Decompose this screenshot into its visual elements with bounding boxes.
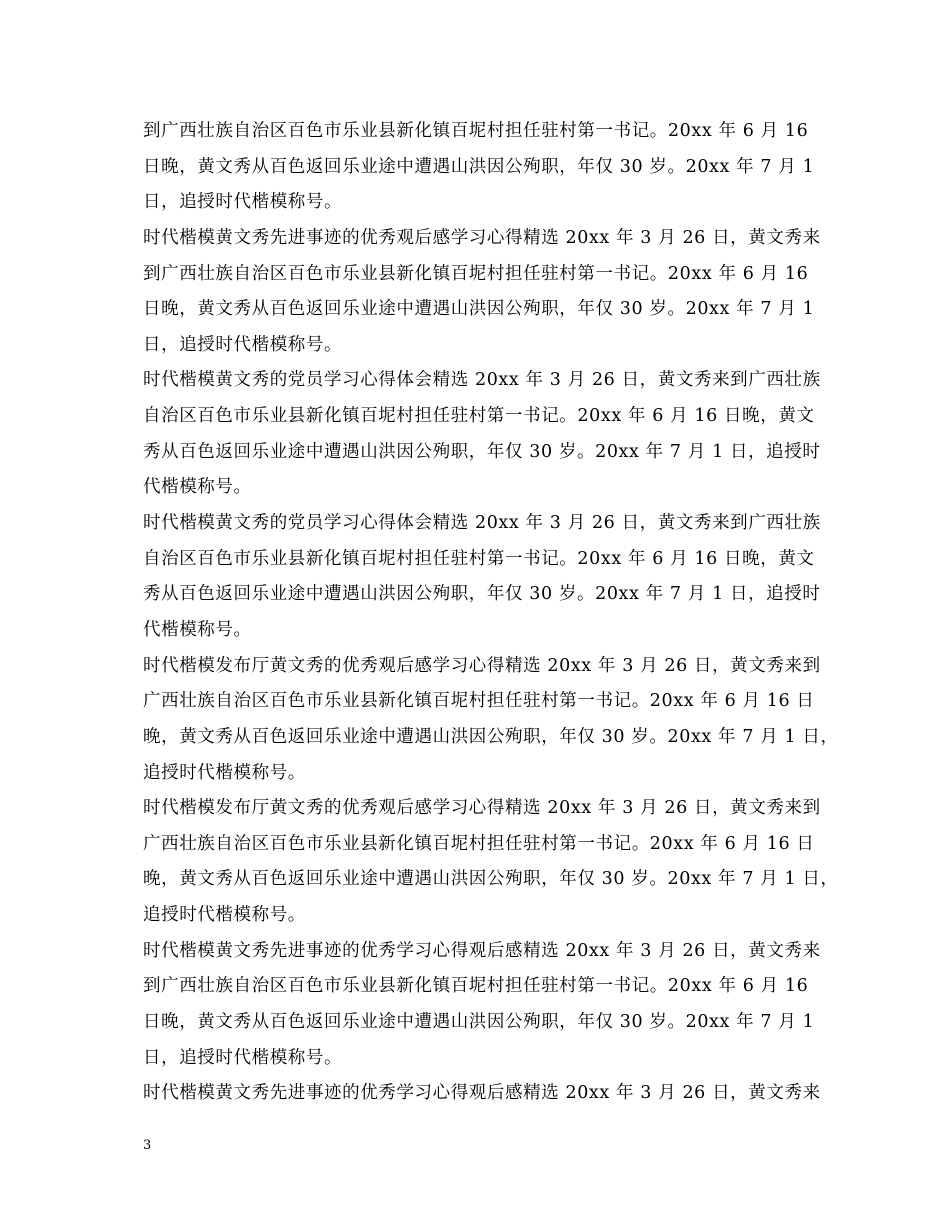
text-line: 时代楷模黄文秀的党员学习心得体会精选 20xx 年 3 月 26 日，黄文秀来到广西壮族 (143, 370, 821, 391)
text-line: 到广西壮族自治区百色市乐业县新化镇百坭村担任驻村第一书记。20xx 年 6 月 16 (143, 976, 809, 997)
text-line: 广西壮族自治区百色市乐业县新化镇百坭村担任驻村第一书记。20xx 年 6 月 16 日 (143, 691, 815, 712)
text-line: 时代楷模发布厅黄文秀的优秀观后感学习心得精选 20xx 年 3 月 26 日，黄文秀来到 (143, 655, 821, 676)
text-line: 自治区百色市乐业县新化镇百坭村担任驻村第一书记。20xx 年 6 月 16 日晚，黄文 (143, 548, 815, 569)
text-line: 时代楷模发布厅黄文秀的优秀观后感学习心得精选 20xx 年 3 月 26 日，黄文秀来到 (143, 798, 821, 819)
text-line: 日，追授时代楷模称号。 (143, 1047, 343, 1068)
text-line: 秀从百色返回乐业途中遭遇山洪因公殉职，年仅 30 岁。20xx 年 7 月 1 日，追授时 (143, 584, 821, 605)
text-line: 追授时代楷模称号。 (143, 762, 306, 783)
text-line: 自治区百色市乐业县新化镇百坭村担任驻村第一书记。20xx 年 6 月 16 日晚，黄文 (143, 406, 815, 427)
text-line: 代楷模称号。 (143, 477, 252, 498)
text-line: 日晚，黄文秀从百色返回乐业途中遭遇山洪因公殉职，年仅 30 岁。20xx 年 7 月 1 (143, 156, 815, 177)
text-line: 到广西壮族自治区百色市乐业县新化镇百坭村担任驻村第一书记。20xx 年 6 月 16 (143, 121, 809, 141)
text-line: 追授时代楷模称号。 (143, 905, 306, 926)
body-text (143, 114, 839, 1112)
text-line: 代楷模称号。 (143, 619, 252, 640)
text-line: 日晚，黄文秀从百色返回乐业途中遭遇山洪因公殉职，年仅 30 岁。20xx 年 7 月 1 (143, 1012, 815, 1033)
text-line: 时代楷模黄文秀先进事迹的优秀学习心得观后感精选 20xx 年 3 月 26 日，黄文秀来 (143, 940, 821, 961)
text-line: 晚，黄文秀从百色返回乐业途中遭遇山洪因公殉职，年仅 30 岁。20xx 年 7 月 1 日， (143, 869, 839, 890)
text-line: 日，追授时代楷模称号。 (143, 192, 343, 213)
text-line: 时代楷模黄文秀先进事迹的优秀观后感学习心得精选 20xx 年 3 月 26 日，黄文秀来 (143, 227, 821, 248)
text-line: 时代楷模黄文秀先进事迹的优秀学习心得观后感精选 20xx 年 3 月 26 日，黄文秀来 (143, 1083, 821, 1104)
page-number: 3 (143, 1138, 152, 1153)
text-line: 广西壮族自治区百色市乐业县新化镇百坭村担任驻村第一书记。20xx 年 6 月 16 日 (143, 833, 815, 854)
text-line: 日，追授时代楷模称号。 (143, 334, 343, 355)
text-line: 日晚，黄文秀从百色返回乐业途中遭遇山洪因公殉职，年仅 30 岁。20xx 年 7 月 1 (143, 299, 815, 320)
text-line: 时代楷模黄文秀的党员学习心得体会精选 20xx 年 3 月 26 日，黄文秀来到广西壮族 (143, 513, 821, 534)
text-line: 秀从百色返回乐业途中遭遇山洪因公殉职，年仅 30 岁。20xx 年 7 月 1 日，追授时 (143, 441, 821, 462)
text-line: 晚，黄文秀从百色返回乐业途中遭遇山洪因公殉职，年仅 30 岁。20xx 年 7 月 1 日， (143, 726, 839, 747)
text-line: 到广西壮族自治区百色市乐业县新化镇百坭村担任驻村第一书记。20xx 年 6 月 16 (143, 263, 809, 284)
